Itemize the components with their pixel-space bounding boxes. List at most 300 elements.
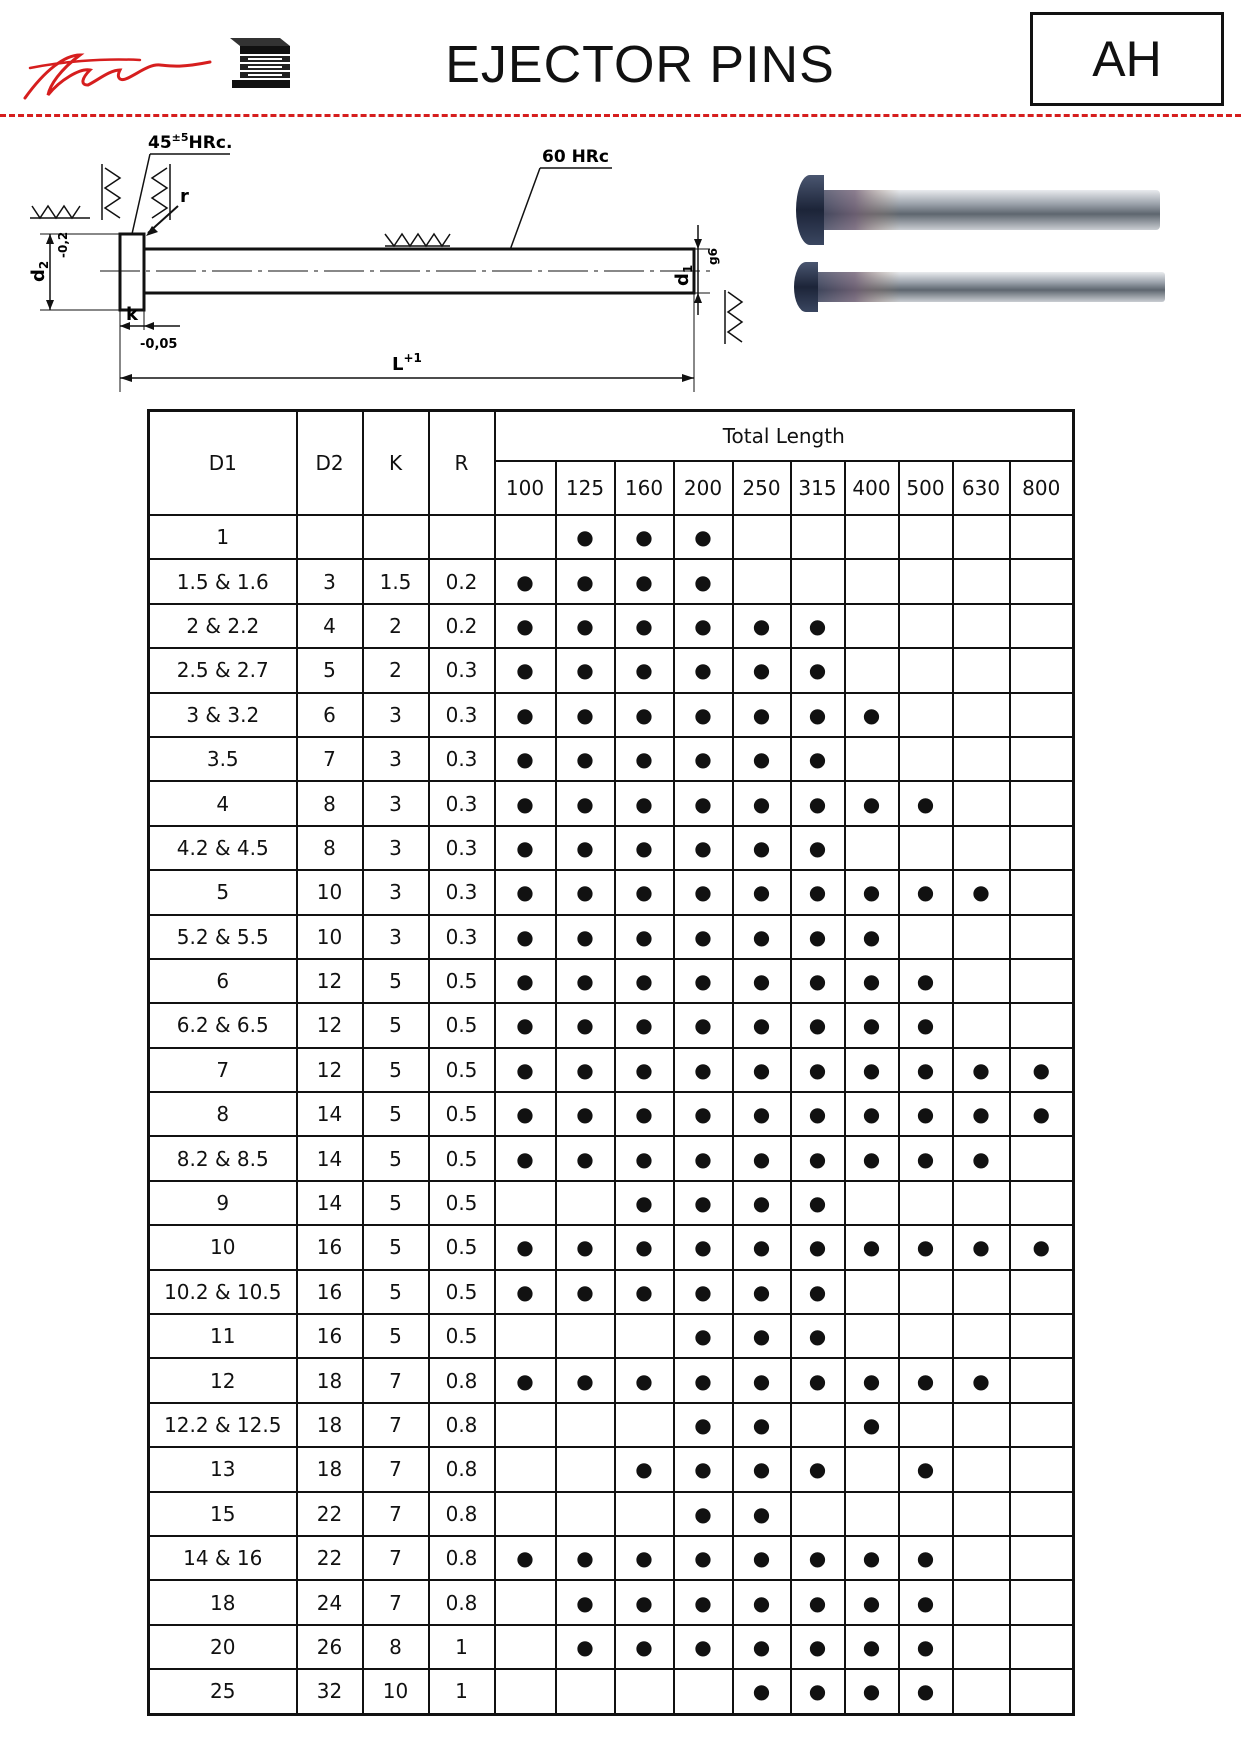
available-dot-icon: ● — [694, 1146, 712, 1171]
availability-cell — [791, 1225, 845, 1269]
availability-cell — [899, 1669, 953, 1714]
availability-cell — [733, 1092, 791, 1136]
availability-cell — [733, 1048, 791, 1092]
availability-cell — [674, 1403, 733, 1447]
available-dot-icon: ● — [576, 924, 594, 949]
cell-r: 0.5 — [429, 1136, 495, 1180]
cell-k — [363, 515, 429, 559]
available-dot-icon: ● — [635, 1235, 653, 1260]
availability-cell — [674, 781, 733, 825]
available-dot-icon: ● — [576, 791, 594, 816]
available-dot-icon: ● — [752, 1413, 771, 1437]
availability-cell — [1010, 1403, 1074, 1447]
availability-cell — [733, 1625, 791, 1669]
availability-cell — [674, 559, 733, 603]
availability-cell — [495, 1092, 556, 1136]
availability-cell — [733, 915, 791, 959]
table-row — [149, 1181, 1074, 1225]
availability-cell — [1010, 781, 1074, 825]
available-dot-icon: ● — [916, 880, 935, 905]
availability-cell — [899, 870, 953, 914]
availability-cell — [899, 648, 953, 692]
header-length-315: 315 — [791, 461, 845, 515]
available-dot-icon: ● — [808, 1546, 827, 1571]
available-dot-icon: ● — [516, 1013, 534, 1038]
cell-d2: 22 — [297, 1536, 363, 1580]
available-dot-icon: ● — [752, 1235, 771, 1260]
pin-photo-small — [794, 262, 1165, 312]
svg-text:d2: $d_2$ — [28, 260, 51, 282]
availability-cell — [899, 1225, 953, 1269]
available-dot-icon: ● — [808, 613, 827, 638]
availability-cell — [953, 604, 1010, 648]
available-dot-icon: ● — [516, 569, 534, 594]
availability-cell — [615, 1536, 674, 1580]
availability-cell — [953, 1048, 1010, 1092]
availability-cell — [495, 737, 556, 781]
available-dot-icon: ● — [862, 880, 881, 905]
available-dot-icon: ● — [576, 1368, 594, 1393]
availability-cell — [674, 1181, 733, 1225]
available-dot-icon: ● — [916, 969, 935, 994]
table-row — [149, 559, 1074, 603]
availability-cell — [733, 1136, 791, 1180]
cell-r: 0.3 — [429, 693, 495, 737]
available-dot-icon: ● — [808, 1102, 827, 1127]
available-dot-icon: ● — [862, 1146, 881, 1171]
available-dot-icon: ● — [1032, 1057, 1050, 1082]
availability-cell — [495, 781, 556, 825]
cell-r: 0.8 — [429, 1580, 495, 1624]
available-dot-icon: ● — [752, 1279, 771, 1304]
radius-label: r — [180, 186, 189, 207]
availability-cell — [953, 826, 1010, 870]
availability-cell — [953, 1003, 1010, 1047]
availability-cell — [674, 1492, 733, 1536]
availability-cell — [556, 1181, 615, 1225]
available-dot-icon: ● — [516, 1146, 534, 1171]
cell-r: 1 — [429, 1625, 495, 1669]
availability-cell — [899, 1492, 953, 1536]
available-dot-icon: ● — [635, 569, 653, 594]
available-dot-icon: ● — [862, 969, 881, 994]
cell-k: 8 — [363, 1625, 429, 1669]
available-dot-icon: ● — [694, 1324, 712, 1349]
table-row — [149, 737, 1074, 781]
availability-cell — [845, 1625, 899, 1669]
cell-d2: 26 — [297, 1625, 363, 1669]
availability-cell — [791, 693, 845, 737]
available-dot-icon: ● — [752, 1590, 771, 1615]
availability-cell — [1010, 737, 1074, 781]
availability-cell — [615, 1447, 674, 1491]
availability-cell — [615, 693, 674, 737]
availability-cell — [615, 1492, 674, 1536]
availability-cell — [495, 915, 556, 959]
available-dot-icon: ● — [694, 702, 712, 727]
cell-d2: 12 — [297, 959, 363, 1003]
availability-cell — [791, 1314, 845, 1358]
table-row — [149, 1092, 1074, 1136]
available-dot-icon: ● — [916, 1146, 935, 1171]
cell-d1: 1 — [149, 515, 297, 559]
page-header — [0, 0, 1241, 120]
available-dot-icon: ● — [862, 1590, 881, 1615]
availability-cell — [495, 648, 556, 692]
available-dot-icon: ● — [635, 1013, 653, 1038]
available-dot-icon: ● — [862, 924, 881, 949]
available-dot-icon: ● — [808, 747, 827, 772]
surface-finish-icon — [385, 234, 450, 246]
available-dot-icon: ● — [972, 1057, 990, 1082]
availability-cell — [495, 959, 556, 1003]
header-length-400: 400 — [845, 461, 899, 515]
header-total-length: Total Length — [495, 411, 1074, 462]
cell-k: 7 — [363, 1403, 429, 1447]
available-dot-icon: ● — [808, 1235, 827, 1260]
available-dot-icon: ● — [808, 835, 827, 860]
available-dot-icon: ● — [808, 1457, 827, 1482]
available-dot-icon: ● — [635, 1146, 653, 1171]
availability-cell — [899, 515, 953, 559]
availability-cell — [495, 1625, 556, 1669]
header-length-500: 500 — [899, 461, 953, 515]
availability-cell — [845, 515, 899, 559]
availability-cell — [674, 604, 733, 648]
available-dot-icon: ● — [694, 1634, 712, 1659]
availability-cell — [845, 870, 899, 914]
availability-cell — [899, 737, 953, 781]
available-dot-icon: ● — [752, 1679, 771, 1704]
cell-d1: 3 & 3.2 — [149, 693, 297, 737]
availability-cell — [556, 1358, 615, 1402]
table-row — [149, 826, 1074, 870]
cell-r: 0.5 — [429, 1092, 495, 1136]
available-dot-icon: ● — [576, 525, 594, 550]
availability-cell — [674, 515, 733, 559]
cell-d2: 3 — [297, 559, 363, 603]
availability-cell — [615, 1003, 674, 1047]
availability-cell — [791, 515, 845, 559]
availability-cell — [615, 1358, 674, 1402]
availability-cell — [674, 1092, 733, 1136]
available-dot-icon: ● — [752, 1191, 771, 1216]
available-dot-icon: ● — [808, 1146, 827, 1171]
availability-cell — [845, 1003, 899, 1047]
available-dot-icon: ● — [694, 791, 712, 816]
availability-cell — [845, 1358, 899, 1402]
availability-cell — [791, 915, 845, 959]
available-dot-icon: ● — [516, 658, 534, 683]
availability-cell — [615, 1092, 674, 1136]
table-row — [149, 1447, 1074, 1491]
availability-cell — [953, 1580, 1010, 1624]
cell-r: 0.5 — [429, 1048, 495, 1092]
availability-cell — [556, 737, 615, 781]
available-dot-icon: ● — [635, 1634, 653, 1659]
availability-cell — [733, 1181, 791, 1225]
availability-cell — [845, 959, 899, 1003]
available-dot-icon: ● — [808, 1057, 827, 1082]
available-dot-icon: ● — [752, 1457, 771, 1482]
availability-cell — [953, 1536, 1010, 1580]
availability-cell — [953, 1225, 1010, 1269]
available-dot-icon: ● — [694, 924, 712, 949]
table-row — [149, 1403, 1074, 1447]
table-row — [149, 1314, 1074, 1358]
availability-cell — [953, 1403, 1010, 1447]
availability-cell — [556, 1669, 615, 1714]
d2-tolerance-label: -0,2 — [56, 231, 70, 258]
availability-cell — [845, 1270, 899, 1314]
availability-cell — [556, 1003, 615, 1047]
availability-cell — [845, 1403, 899, 1447]
availability-cell — [845, 1314, 899, 1358]
availability-cell — [899, 781, 953, 825]
available-dot-icon: ● — [916, 1235, 935, 1260]
availability-cell — [556, 1314, 615, 1358]
cell-d1: 2 & 2.2 — [149, 604, 297, 648]
availability-cell — [733, 693, 791, 737]
available-dot-icon: ● — [635, 1590, 653, 1615]
cell-d2: 6 — [297, 693, 363, 737]
header-length-125: 125 — [556, 461, 615, 515]
availability-cell — [845, 1492, 899, 1536]
cell-d2: 12 — [297, 1048, 363, 1092]
cell-k: 3 — [363, 781, 429, 825]
cell-d1: 11 — [149, 1314, 297, 1358]
availability-cell — [674, 1048, 733, 1092]
cell-d1: 4 — [149, 781, 297, 825]
k-dimension-label: k — [126, 304, 138, 325]
available-dot-icon: ● — [808, 1013, 827, 1038]
availability-cell — [953, 781, 1010, 825]
table-row — [149, 1536, 1074, 1580]
available-dot-icon: ● — [516, 1546, 534, 1571]
available-dot-icon: ● — [752, 702, 771, 727]
availability-cell — [899, 1625, 953, 1669]
available-dot-icon: ● — [972, 880, 990, 905]
availability-cell — [615, 1225, 674, 1269]
available-dot-icon: ● — [752, 791, 771, 816]
table-row — [149, 1136, 1074, 1180]
available-dot-icon: ● — [862, 1102, 881, 1127]
availability-cell — [733, 559, 791, 603]
d2-dimension-label — [28, 261, 51, 282]
availability-cell — [899, 1358, 953, 1402]
available-dot-icon: ● — [862, 1679, 881, 1704]
available-dot-icon: ● — [808, 924, 827, 949]
available-dot-icon: ● — [694, 1102, 712, 1127]
availability-cell — [899, 1048, 953, 1092]
availability-cell — [899, 915, 953, 959]
availability-cell — [1010, 826, 1074, 870]
availability-cell — [899, 1181, 953, 1225]
available-dot-icon: ● — [694, 1235, 712, 1260]
cell-k: 5 — [363, 1003, 429, 1047]
available-dot-icon: ● — [694, 1057, 712, 1082]
availability-cell — [733, 870, 791, 914]
availability-cell — [556, 515, 615, 559]
availability-cell — [495, 1403, 556, 1447]
availability-cell — [733, 781, 791, 825]
cell-d1: 6 — [149, 959, 297, 1003]
availability-cell — [674, 1358, 733, 1402]
available-dot-icon: ● — [576, 747, 594, 772]
cell-d2: 5 — [297, 648, 363, 692]
cell-d1: 5 — [149, 870, 297, 914]
availability-cell — [556, 1092, 615, 1136]
available-dot-icon: ● — [576, 1102, 594, 1127]
surface-finish-icon — [30, 206, 90, 218]
header-length-630: 630 — [953, 461, 1010, 515]
availability-cell — [845, 1048, 899, 1092]
available-dot-icon: ● — [635, 1368, 653, 1393]
availability-cell — [733, 1003, 791, 1047]
available-dot-icon: ● — [916, 1679, 935, 1704]
cell-d1: 8 — [149, 1092, 297, 1136]
availability-cell — [791, 737, 845, 781]
available-dot-icon: ● — [808, 702, 827, 727]
availability-cell — [615, 915, 674, 959]
availability-cell — [615, 1048, 674, 1092]
available-dot-icon: ● — [694, 1501, 712, 1526]
availability-cell — [899, 1092, 953, 1136]
availability-cell — [899, 1580, 953, 1624]
available-dot-icon: ● — [576, 1013, 594, 1038]
availability-cell — [556, 870, 615, 914]
cell-d1: 12 — [149, 1358, 297, 1402]
available-dot-icon: ● — [916, 1102, 935, 1127]
availability-cell — [615, 870, 674, 914]
availability-cell — [1010, 604, 1074, 648]
availability-cell — [556, 1403, 615, 1447]
availability-cell — [615, 1625, 674, 1669]
availability-cell — [1010, 1003, 1074, 1047]
available-dot-icon: ● — [752, 658, 771, 683]
available-dot-icon: ● — [635, 1279, 653, 1304]
header-k: K — [363, 411, 429, 516]
available-dot-icon: ● — [862, 1235, 881, 1260]
cell-d1: 8.2 & 8.5 — [149, 1136, 297, 1180]
availability-cell — [674, 648, 733, 692]
cell-d1: 6.2 & 6.5 — [149, 1003, 297, 1047]
availability-cell — [1010, 648, 1074, 692]
available-dot-icon: ● — [862, 791, 881, 816]
availability-cell — [733, 826, 791, 870]
available-dot-icon: ● — [516, 924, 534, 949]
cell-r: 0.3 — [429, 826, 495, 870]
availability-cell — [495, 1181, 556, 1225]
availability-cell — [495, 1669, 556, 1714]
cell-r: 0.2 — [429, 604, 495, 648]
availability-cell — [899, 1536, 953, 1580]
available-dot-icon: ● — [576, 1546, 594, 1571]
availability-cell — [791, 826, 845, 870]
availability-cell — [615, 1669, 674, 1714]
availability-cell — [615, 559, 674, 603]
availability-cell — [1010, 959, 1074, 1003]
available-dot-icon: ● — [808, 880, 827, 905]
header-divider — [0, 114, 1241, 117]
cell-r: 0.8 — [429, 1536, 495, 1580]
cell-d2: 32 — [297, 1669, 363, 1714]
availability-cell — [495, 1225, 556, 1269]
cell-k: 5 — [363, 1270, 429, 1314]
available-dot-icon: ● — [635, 1546, 653, 1571]
available-dot-icon: ● — [916, 1457, 935, 1482]
available-dot-icon: ● — [694, 569, 712, 594]
cell-k: 5 — [363, 1225, 429, 1269]
cell-k: 7 — [363, 1447, 429, 1491]
available-dot-icon: ● — [752, 1146, 771, 1171]
availability-cell — [791, 1669, 845, 1714]
table-row — [149, 648, 1074, 692]
cell-d1: 7 — [149, 1048, 297, 1092]
availability-cell — [495, 1048, 556, 1092]
available-dot-icon: ● — [516, 969, 534, 994]
available-dot-icon: ● — [694, 1013, 712, 1038]
cell-k: 10 — [363, 1669, 429, 1714]
availability-cell — [953, 559, 1010, 603]
available-dot-icon: ● — [694, 1368, 712, 1393]
cell-r: 0.3 — [429, 737, 495, 781]
availability-cell — [495, 1580, 556, 1624]
availability-cell — [495, 693, 556, 737]
pin-head-outline — [120, 234, 144, 310]
available-dot-icon: ● — [752, 924, 771, 949]
availability-cell — [845, 826, 899, 870]
cell-k: 5 — [363, 1048, 429, 1092]
available-dot-icon: ● — [752, 1546, 771, 1571]
availability-cell — [674, 1447, 733, 1491]
availability-cell — [1010, 693, 1074, 737]
availability-cell — [1010, 1580, 1074, 1624]
cell-r: 0.8 — [429, 1447, 495, 1491]
available-dot-icon: ● — [752, 1634, 771, 1659]
availability-cell — [899, 1447, 953, 1491]
available-dot-icon: ● — [752, 1501, 771, 1526]
availability-cell — [953, 1136, 1010, 1180]
availability-cell — [733, 1536, 791, 1580]
cell-k: 5 — [363, 1181, 429, 1225]
availability-cell — [1010, 1225, 1074, 1269]
cell-d1: 10 — [149, 1225, 297, 1269]
availability-cell — [791, 604, 845, 648]
available-dot-icon: ● — [516, 791, 534, 816]
cell-k: 2 — [363, 604, 429, 648]
availability-cell — [845, 1181, 899, 1225]
available-dot-icon: ● — [576, 569, 594, 594]
cell-r: 0.3 — [429, 781, 495, 825]
available-dot-icon: ● — [972, 1368, 990, 1393]
availability-cell — [556, 648, 615, 692]
available-dot-icon: ● — [808, 969, 827, 994]
cell-k: 3 — [363, 826, 429, 870]
cell-r: 0.5 — [429, 1181, 495, 1225]
available-dot-icon: ● — [635, 747, 653, 772]
availability-cell — [733, 1492, 791, 1536]
available-dot-icon: ● — [516, 1279, 534, 1304]
availability-cell — [495, 870, 556, 914]
table-row — [149, 515, 1074, 559]
cell-d1: 20 — [149, 1625, 297, 1669]
available-dot-icon: ● — [635, 1191, 653, 1216]
available-dot-icon: ● — [916, 1590, 935, 1615]
available-dot-icon: ● — [916, 1546, 935, 1571]
availability-cell — [845, 1669, 899, 1714]
cell-r: 0.3 — [429, 870, 495, 914]
